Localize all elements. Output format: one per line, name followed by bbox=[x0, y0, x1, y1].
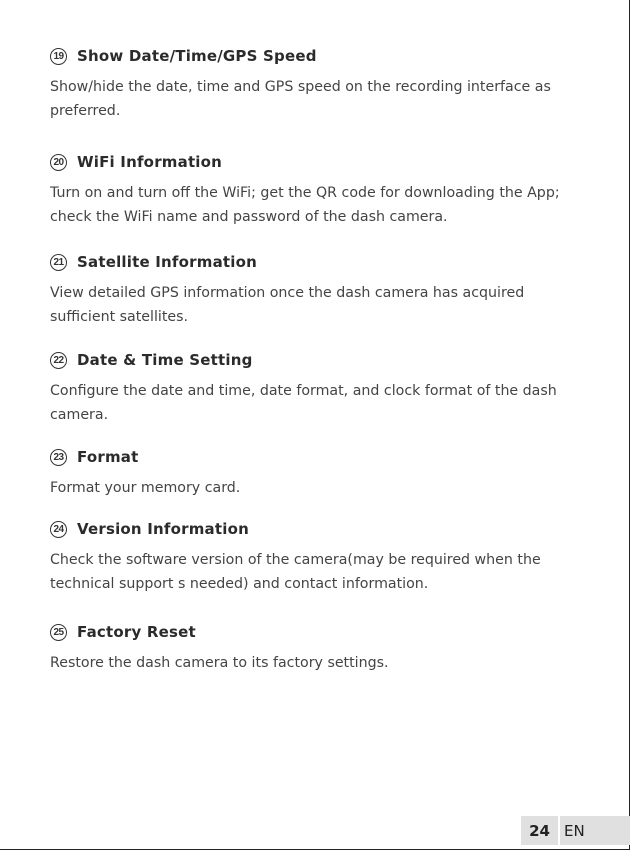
section-number-badge: 21 bbox=[50, 254, 67, 271]
section-wifi-information bbox=[50, 151, 610, 229]
section-heading bbox=[50, 45, 610, 67]
section-description bbox=[50, 548, 610, 596]
section-title: Factory Reset bbox=[77, 623, 196, 641]
description-line: technical support s needed) and contact information. bbox=[50, 576, 429, 592]
section-number-badge: 24 bbox=[50, 521, 67, 538]
description-line: View detailed GPS information once the dash camera has acquired bbox=[50, 285, 525, 301]
description-line: Configure the date and time, date format, and clock format of the dash bbox=[50, 383, 557, 399]
section-format bbox=[50, 446, 610, 500]
section-title: WiFi Information bbox=[77, 153, 223, 171]
section-heading bbox=[50, 251, 610, 273]
section-description bbox=[50, 75, 610, 123]
section-number-badge: 25 bbox=[50, 624, 67, 641]
description-line: camera. bbox=[50, 407, 109, 423]
description-line: preferred. bbox=[50, 103, 121, 119]
section-title: Date & Time Setting bbox=[77, 351, 253, 369]
section-satellite-information bbox=[50, 251, 610, 329]
description-line: Format your memory card. bbox=[50, 480, 241, 496]
section-number-badge: 19 bbox=[50, 48, 67, 65]
section-description bbox=[50, 651, 610, 675]
section-description bbox=[50, 181, 610, 229]
section-number-badge: 23 bbox=[50, 449, 67, 466]
section-description bbox=[50, 379, 610, 427]
section-heading bbox=[50, 151, 610, 173]
description-line: Check the software version of the camera(may be required when the bbox=[50, 552, 541, 568]
language-tag: EN bbox=[560, 816, 630, 845]
section-title: Satellite Information bbox=[77, 253, 257, 271]
page-number: 24 bbox=[521, 816, 558, 845]
section-description bbox=[50, 281, 610, 329]
section-heading bbox=[50, 349, 610, 371]
description-line: Show/hide the date, time and GPS speed on the recording interface as bbox=[50, 79, 551, 95]
section-version-information bbox=[50, 518, 610, 596]
section-heading bbox=[50, 518, 610, 540]
section-show-date-time-gps-speed bbox=[50, 45, 610, 123]
section-heading bbox=[50, 446, 610, 468]
section-heading bbox=[50, 621, 610, 643]
section-date-time-setting bbox=[50, 349, 610, 427]
section-title: Format bbox=[77, 448, 139, 466]
section-factory-reset bbox=[50, 621, 610, 675]
description-line: sufficient satellites. bbox=[50, 309, 189, 325]
section-number-badge: 22 bbox=[50, 352, 67, 369]
section-title: Version Information bbox=[77, 520, 249, 538]
description-line: Turn on and turn off the WiFi; get the QR code for downloading the App; bbox=[50, 185, 560, 201]
section-title: Show Date/Time/GPS Speed bbox=[77, 47, 317, 65]
page-footer bbox=[521, 816, 630, 845]
section-number-badge: 20 bbox=[50, 154, 67, 171]
section-description bbox=[50, 476, 610, 500]
description-line: Restore the dash camera to its factory settings. bbox=[50, 655, 389, 671]
description-line: check the WiFi name and password of the dash camera. bbox=[50, 209, 448, 225]
